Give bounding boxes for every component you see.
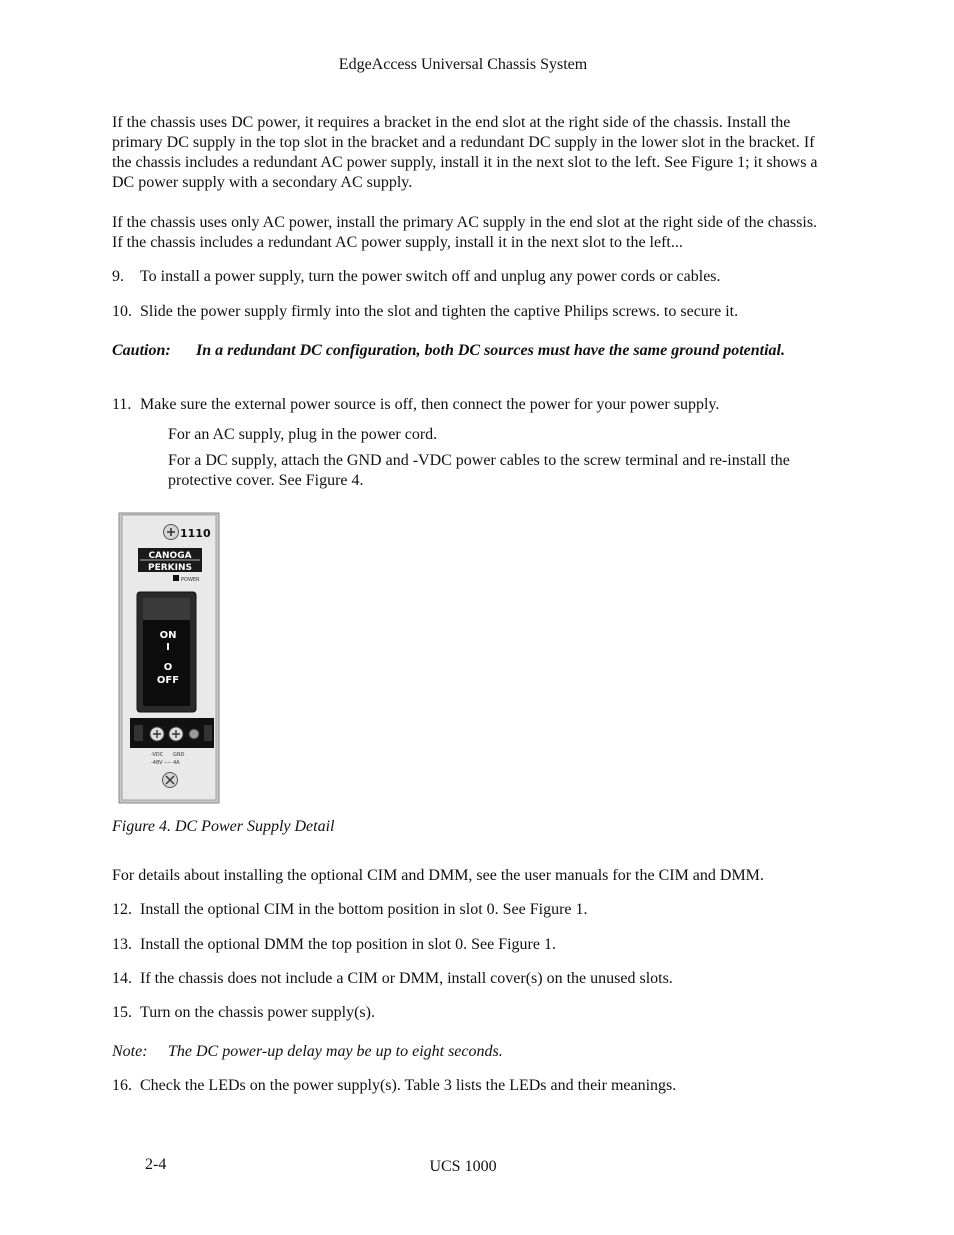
step-text: Install the optional CIM in the bottom position in slot 0. See Figure 1. — [140, 901, 588, 918]
step-text: If the chassis does not include a CIM or DMM, install cover(s) on the unused slots. — [140, 970, 673, 987]
step-number: 12. — [112, 901, 132, 918]
figure-caption: Figure 4. DC Power Supply Detail — [112, 818, 335, 835]
page-number: 2-4 — [145, 1156, 167, 1173]
note-label: Note: — [112, 1043, 148, 1060]
note-text: The DC power-up delay may be up to eight seconds. — [168, 1043, 503, 1060]
step-number: 15. — [112, 1004, 132, 1021]
paragraph-dc-power: If the chassis uses DC power, it requires a bracket in the end slot at the right side of the chassis. Install the primary DC supply in the top slot in the bracket and a redundant DC supply in the lower slot in the bracket. If the chassis includes a redundant AC power supply, install it in the next slot to the left. See Figure 1; it shows a DC power supply with a secondary AC supply. — [112, 114, 818, 191]
brand-name-line1: CANOGA — [148, 551, 192, 561]
paragraph-ac-power: If the chassis uses only AC power, install the primary AC supply in the end slot at the right side of the chassis. If the chassis includes a redundant AC power supply, install it in the next slot to the left... — [112, 214, 818, 251]
switch-on-label: ON — [159, 630, 177, 641]
paragraph-cim-dmm: For details about installing the optional CIM and DMM, see the user manuals for the CIM and DMM. — [112, 867, 764, 884]
rating-label: -48V ---- 4A — [151, 760, 180, 766]
step-number: 10. — [112, 303, 132, 320]
step-text: Slide the power supply firmly into the slot and tighten the captive Philips screws. to secure it. — [140, 303, 739, 320]
model-number: 1110 — [180, 527, 211, 540]
step-text: Turn on the chassis power supply(s). — [140, 1004, 375, 1021]
step-number: 16. — [112, 1077, 132, 1094]
step-text: To install a power supply, turn the power switch off and unplug any power cords or cables. — [140, 268, 721, 285]
step-text: Install the optional DMM the top position in slot 0. See Figure 1. — [140, 936, 556, 953]
step-number: 9. — [112, 268, 124, 285]
step-number: 14. — [112, 970, 132, 987]
step-text: Make sure the external power source is off, then connect the power for your power supply. — [140, 396, 720, 413]
power-led-icon — [173, 575, 179, 581]
power-supply-panel-drawing — [118, 512, 220, 804]
caution-label: Caution: — [112, 342, 171, 359]
substep-ac: For an AC supply, plug in the power cord. — [168, 426, 438, 443]
terminal-gnd-label: GND — [173, 752, 185, 758]
switch-off-label: OFF — [156, 675, 180, 686]
document-id: UCS 1000 — [429, 1158, 497, 1175]
step-number: 11. — [112, 396, 132, 413]
caution-text: In a redundant DC configuration, both DC sources must have the same ground potential. — [196, 342, 785, 359]
switch-on-mark: I — [166, 642, 170, 653]
terminal-vdc-label: -VDC — [151, 752, 164, 758]
page-header: EdgeAccess Universal Chassis System — [338, 56, 588, 73]
step-text: Check the LEDs on the power supply(s). Table 3 lists the LEDs and their meanings. — [140, 1077, 677, 1094]
switch-off-mark: O — [163, 662, 173, 673]
brand-name-line2: PERKINS — [147, 563, 193, 573]
power-led-label: POWER — [181, 577, 200, 583]
dc-power-supply-figure — [118, 512, 220, 804]
step-number: 13. — [112, 936, 132, 953]
substep-dc: For a DC supply, attach the GND and -VDC power cables to the screw terminal and re-install the protective cover. See Figure 4. — [168, 452, 790, 489]
